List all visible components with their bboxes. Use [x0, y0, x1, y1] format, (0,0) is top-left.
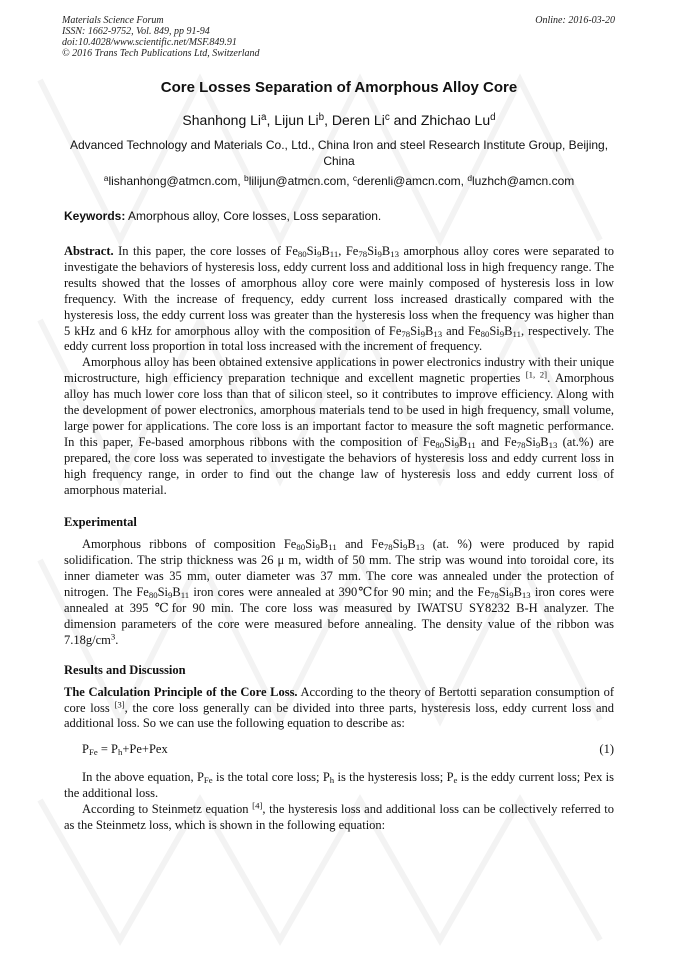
- doi-line: doi:10.4028/www.scientific.net/MSF.849.91: [62, 37, 237, 48]
- email[interactable]: luzhch@amcn.com: [472, 174, 575, 188]
- author-name: Lijun Li: [274, 112, 319, 128]
- experimental-paragraph: Amorphous ribbons of composition $Fe_{80}Si_9B_{11}$ and $Fe_{78}Si_9B_{13}$ (at. %) were produced by rapid solidification. The strip thickness was 26 μ m, width of 50 mm. The strip was wound into toroidal core, its inner diameter was 35 mm, outer diameter was 37 mm. The core was annealed under the protection of nitrogen. The $Fe_{80}Si_9B_{11}$ iron cores were annealed at 390℃for 90 min; and the $Fe_{78}Si_9B_{13}$ iron cores were annealed at 395 ℃for 90 min. The core loss was measured by IWATSU SY8232 B-H analyzer. The dimension parameters of the core were measured before annealing. The density value of the ribbon was $7.18g/cm^3$.: [64, 537, 614, 647]
- citation[interactable]: [3]: [114, 699, 125, 710]
- citation[interactable]: [1, 2]: [525, 369, 548, 380]
- paper-title: Core Losses Separation of Amorphous Alloy Core: [160, 79, 518, 96]
- affiliation: Advanced Technology and Materials Co., Ltd., China Iron and steel Research Institute Group, Beijing, China: [69, 138, 609, 168]
- abstract-paragraph: Abstract. In this paper, the core losses of $Fe_{80}Si_9B_{11}$, $Fe_{78}Si_9B_{13}$ amorphous alloy cores were separated to investigate the behaviors of hysteresis loss, eddy current loss and additional loss in high frequency range. The results showed that the losses of amorphous alloy core were mainly composed of hysteresis loss in low frequency. With the increase of frequency, eddy current loss increased drastically compared with the hysteresis loss, the eddy current loss was greater than the hysteresis loss when the frequency was higher than 5 kHz and 6 kHz for amorphous alloy with the composition of $Fe_{78}Si_9B_{13}$ and $Fe_{80}Si_9B_{11}$, respectively. The eddy current loss proportion in total loss increased with the increment of frequency.: [64, 244, 614, 354]
- author-name: Zhichao Lu: [420, 112, 491, 128]
- keywords: [64, 209, 614, 223]
- equation-body: $P_{Fe} = P_h+Pe+Pex$: [82, 742, 168, 758]
- keywords-label: Keywords:: [64, 209, 126, 223]
- steinmetz-paragraph: According to Steinmetz equation [4], the hysteresis loss and additional loss can be collectively referred to as the Steinmetz loss, which is shown in the following equation:: [64, 800, 615, 833]
- author-sup: a: [261, 112, 267, 124]
- author-sup: b: [318, 112, 325, 124]
- author-sup: d: [490, 112, 496, 124]
- results-paragraph: The Calculation Principle of the Core Loss. According to the theory of Bertotti separation consumption of core loss [3], the core loss generally can be divided into three parts, hysteresis loss, eddy current loss and additional loss. So we can use the following equation to describe as:: [64, 684, 614, 731]
- keywords-text: Amorphous alloy, Core losses, Loss separation.: [125, 209, 382, 223]
- intro-paragraph: Amorphous alloy has been obtained extensive applications in power electronics industry with their unique microstructure, high efficiency preparation technique and excellent magnetic properties [1, 2]. Amorphous alloy has much lower core loss than that of silicon steel, so it contributes to improve efficiency. Along with the development of power electronics, amorphous materials tend to be used in high frequency, small volume, large power for applications. The core loss is an important factor to measure the soft magnetic performance. In this paper, Fe-based amorphous ribbons with the composition of $Fe_{80}Si_9B_{11}$ and $Fe_{78}Si_9B_{13}$ (at.%) are prepared, the core loss was seperated to investigate the behaviors of hysteresis loss and eddy current loss in high frequency range, in order to find out the change law of hysteresis loss and eddy current loss of amorphous material.: [64, 355, 615, 497]
- equation-explanation: In the above equation, $P_{Fe}$ is the total core loss; $P_h$ is the hysteresis loss; $P_e$ is the eddy current loss; Pex is the additional loss.: [64, 770, 614, 801]
- abstract-label: Abstract.: [64, 244, 114, 258]
- copyright-line: © 2016 Trans Tech Publications Ltd, Switzerland: [62, 48, 260, 59]
- equation-1: [64, 742, 614, 758]
- online-date: Online: 2016-03-20: [535, 15, 615, 26]
- email[interactable]: derenli@amcn.com,: [357, 174, 468, 188]
- journal-header: [62, 15, 260, 59]
- email-list: $^a$lishanhong@atmcn.com, $^b$lilijun@atmcn.com, $^c$derenli@amcn.com, $^d$luzhch@amcn.com: [103, 172, 575, 188]
- citation[interactable]: [4]: [252, 800, 263, 811]
- author-sup: c: [384, 112, 390, 124]
- email[interactable]: lilijun@atmcn.com,: [248, 174, 353, 188]
- equation-number: (1): [599, 742, 614, 757]
- journal-name: Materials Science Forum: [62, 15, 164, 26]
- section-heading-results: Results and Discussion: [64, 662, 186, 677]
- section-heading-experimental: Experimental: [64, 514, 137, 529]
- author-name: Shanhong Li: [182, 112, 262, 128]
- email[interactable]: lishanhong@atmcn.com,: [108, 174, 245, 188]
- paper-body: [64, 244, 614, 834]
- author-name: Deren Li: [331, 112, 385, 128]
- issn-line: ISSN: 1662-9752, Vol. 849, pp 91-94: [62, 26, 210, 37]
- subsection-label: The Calculation Principle of the Core Loss.: [64, 684, 298, 699]
- author-list: Shanhong Li$^a$, Lijun Li$^b$, Deren Li$^c$ and Zhichao Lu$^d$: [182, 112, 496, 128]
